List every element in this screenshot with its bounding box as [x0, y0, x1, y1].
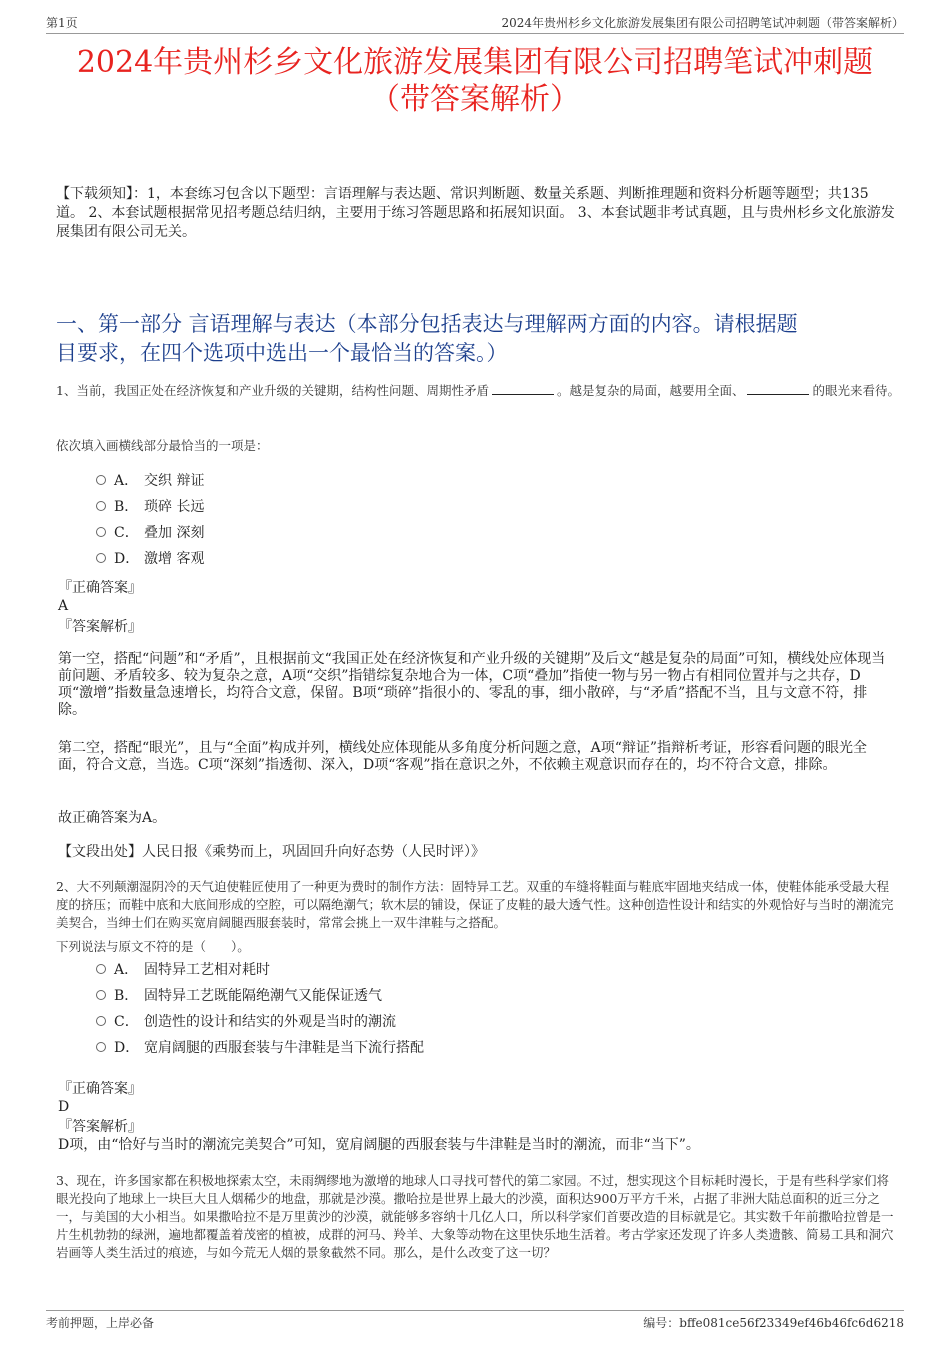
answer-blank-1	[492, 382, 554, 395]
radio-icon[interactable]	[96, 1042, 106, 1052]
radio-icon[interactable]	[96, 553, 106, 563]
radio-icon[interactable]	[96, 527, 106, 537]
footer-doc-id: 编号：bffe081ce56f23349ef46b46fc6d6218	[643, 1316, 904, 1330]
q1-analysis-p1: 第一空，搭配“问题”和“矛盾”，且根据前文“我国正处在经济恢复和产业升级的关键期”及后文“越是复杂的局面”可知，横线处应体现当前问题、矛盾较多、较为复杂之意，A项“交织”指错综复杂地合为一体，C项“叠加”指使一物与另一物占有相同位置并与之共存，D项“激增”指数量急速增长，均符合文意，保留。B项“琐碎”指很小的、零乱的事，细小散碎，与“矛盾”搭配不当，且与文意不符，排除。	[58, 651, 886, 718]
q1-answer: A	[58, 598, 69, 614]
q2-answer-label: 『正确答案』	[58, 1081, 142, 1097]
section-heading-line1: 一、第一部分 言语理解与表达（本部分包括表达与理解两方面的内容。请根据题	[56, 312, 798, 336]
q1-option-b[interactable]: B． 琐碎 长远	[96, 497, 204, 517]
doc-title-line1: 2024年贵州杉乡文化旅游发展集团有限公司招聘笔试冲刺题	[76, 45, 874, 80]
question-1-stem-part2: 。越是复杂的局面，越要用全面、	[556, 383, 745, 398]
question-2-prompt: 下列说法与原文不符的是（ ）。	[56, 939, 250, 954]
q1-analysis-label: 『答案解析』	[58, 619, 142, 635]
radio-icon[interactable]	[96, 964, 106, 974]
header-doc-title: 2024年贵州杉乡文化旅游发展集团有限公司招聘笔试冲刺题（带答案解析）	[501, 16, 904, 30]
footer-rule	[46, 1310, 904, 1311]
q1-analysis-p2: 第二空，搭配“眼光”，且与“全面”构成并列，横线处应体现能从多角度分析问题之意，A项“辩证”指辩析考证，形容看问题的眼光全面，符合文意，当选。C项“深刻”指透彻、深入，D项“客观”指在意识之外，不依赖主观意识而存在的，均不符合文意，排除。	[58, 740, 868, 773]
question-2-stem: 2、大不列颠潮湿阴冷的天气迫使鞋匠使用了一种更为费时的制作方法：固特异工艺。双重的车缝将鞋面与鞋底牢固地夹结成一体，使鞋体能承受最大程度的挤压；而鞋中底和大底间形成的空腔，可以隔绝潮气；软木层的铺设，保证了皮鞋的最大透气性。这种创造性设计和结实的外观恰好与当时的潮流完美契合，当绅士们在购买宽肩阔腿西服套装时，常常会挑上一双牛津鞋与之搭配。	[56, 879, 894, 930]
question-3-stem: 3、现在，许多国家都在积极地探索太空，未雨绸缪地为激增的地球人口寻找可替代的第二家园。不过，想实现这个目标耗时漫长，于是有些科学家们将眼光投向了地球上一块巨大且人烟稀少的地盘，那就是沙漠。撒哈拉是世界上最大的沙漠，面积达900万平方千米，占据了非洲大陆总面积的近三分之一，与美国的大小相当。如果撒哈拉不是万里黄沙的沙漠，就能够多容纳十几亿人口，所以科学家们首要改造的目标就是它。其实数千年前撒哈拉曾是一片生机勃勃的绿洲，遍地都覆盖着茂密的植被，成群的河马、羚羊、大象等动物在这里快乐地生活着。考古学家还发现了许多人类遗骸、简易工具和洞穴岩画等人类生活过的痕迹，与如今荒无人烟的景象截然不同。那么，是什么改变了这一切？	[56, 1173, 894, 1260]
radio-icon[interactable]	[96, 501, 106, 511]
doc-title-line2: （带答案解析）	[370, 82, 580, 117]
q2-option-a[interactable]: A． 固特异工艺相对耗时	[96, 960, 270, 980]
section-heading-line2: 目要求，在四个选项中选出一个最恰当的答案。）	[56, 341, 508, 365]
q1-source: 【文段出处】人民日报《乘势而上，巩固回升向好态势（人民时评）》	[58, 844, 485, 860]
question-1-stem-part3: 的眼光来看待。	[812, 383, 900, 398]
q2-analysis: D项，由“恰好与当时的潮流完美契合”可知，宽肩阔腿的西服套装与牛津鞋是当时的潮流，而非“当下”。	[58, 1137, 700, 1153]
q2-option-d[interactable]: D． 宽肩阔腿的西服套装与牛津鞋是当下流行搭配	[96, 1038, 424, 1058]
question-1-stem	[56, 382, 901, 400]
answer-blank-2	[747, 382, 809, 395]
page-number: 第1页	[46, 16, 78, 30]
q2-answer: D	[58, 1099, 70, 1115]
q1-option-a[interactable]: A． 交织 辩证	[96, 471, 204, 491]
radio-icon[interactable]	[96, 475, 106, 485]
question-1-prompt: 依次填入画横线部分最恰当的一项是：	[56, 438, 269, 453]
q1-answer-label: 『正确答案』	[58, 580, 142, 596]
radio-icon[interactable]	[96, 990, 106, 1000]
download-notice: 【下载须知】：1，本套练习包含以下题型：言语理解与表达题、常识判断题、数量关系题、判断推理题和资料分析题等题型；共135道。 2、本套试题根据常见招考题总结归纳，主要用于练习答题思路和拓展知识面。 3、本套试题非考试真题，且与贵州杉乡文化旅游发展集团有限公司无关。	[56, 186, 895, 240]
q1-option-d[interactable]: D． 激增 客观	[96, 549, 204, 569]
q2-analysis-label: 『答案解析』	[58, 1119, 142, 1135]
question-1-stem-part1: 1、当前，我国正处在经济恢复和产业升级的关键期，结构性问题、周期性矛盾	[56, 383, 489, 398]
q1-option-c[interactable]: C． 叠加 深刻	[96, 523, 204, 543]
q2-option-b[interactable]: B． 固特异工艺既能隔绝潮气又能保证透气	[96, 986, 382, 1006]
header-rule	[46, 33, 904, 34]
q2-option-c[interactable]: C． 创造性的设计和结实的外观是当时的潮流	[96, 1012, 396, 1032]
footer-left: 考前押题，上岸必备	[46, 1316, 155, 1330]
q1-analysis-p3: 故正确答案为A。	[58, 810, 167, 826]
radio-icon[interactable]	[96, 1016, 106, 1026]
